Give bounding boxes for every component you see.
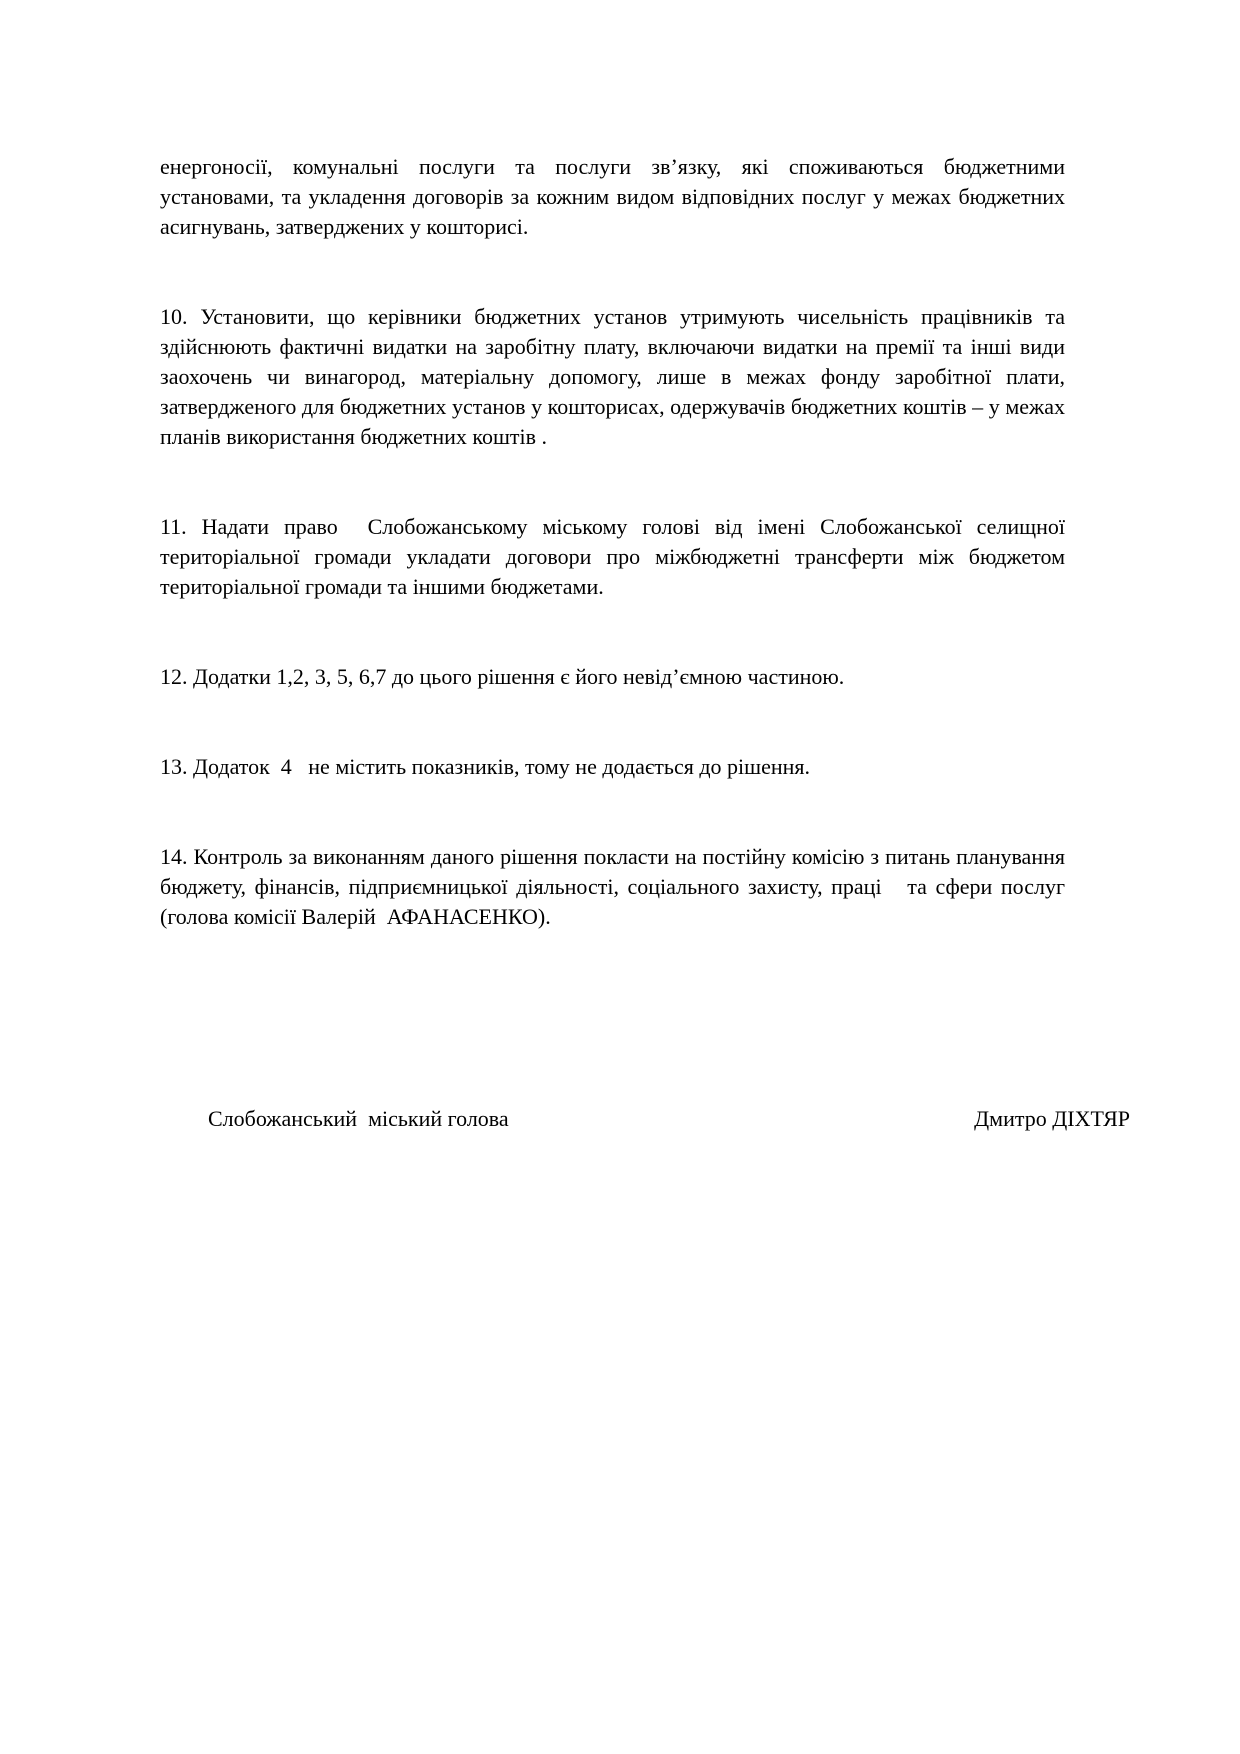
paragraph-item-12: 12. Додатки 1,2, 3, 5, 6,7 до цього рішення є його невід’ємною частиною.: [160, 664, 845, 689]
signature-title: Слобожанський міський голова: [208, 1106, 509, 1131]
paragraph-item-13: 13. Додаток 4 не містить показників, тому не додається до рішення.: [160, 754, 810, 779]
signature-name: Дмитро ДІХТЯР: [974, 1106, 1130, 1131]
paragraph-continuation: енергоносії, комунальні послуги та послуги зв’язку, які споживаються бюджетними установами, та укладення договорів за кожним видом відповідних послуг у межах бюджетних асигнувань, затверджених у кошторисі.: [160, 154, 1071, 239]
paragraph-item-10: 10. Установити, що керівники бюджетних установ утримують чисельність працівників та здійснюють фактичні видатки на заробітну плату, включаючи видатки на премії та інші види заохочень чи винагород, матеріальну допомогу, лише в межах фонду заробітної плати, затвердженого для бюджетних установ у кошторисах, одержувачів бюджетних коштів – у межах планів використання бюджетних коштів .: [160, 304, 1071, 449]
signature-block: [208, 1104, 1130, 1134]
document-body: [160, 92, 1130, 1194]
paragraph-item-11: 11. Надати право Слобожанському міському голові від імені Слобожанської селищної територіальної громади укладати договори про міжбюджетні трансферти між бюджетом територіальної громади та іншими бюджетами.: [160, 514, 1071, 599]
paragraph-item-14: 14. Контроль за виконанням даного рішення покласти на постійну комісію з питань планування бюджету, фінансів, підприємницької діяльності, соціального захисту, праці та сфери послуг (голова комісії Валерій АФАНАСЕНКО).: [160, 844, 1071, 929]
